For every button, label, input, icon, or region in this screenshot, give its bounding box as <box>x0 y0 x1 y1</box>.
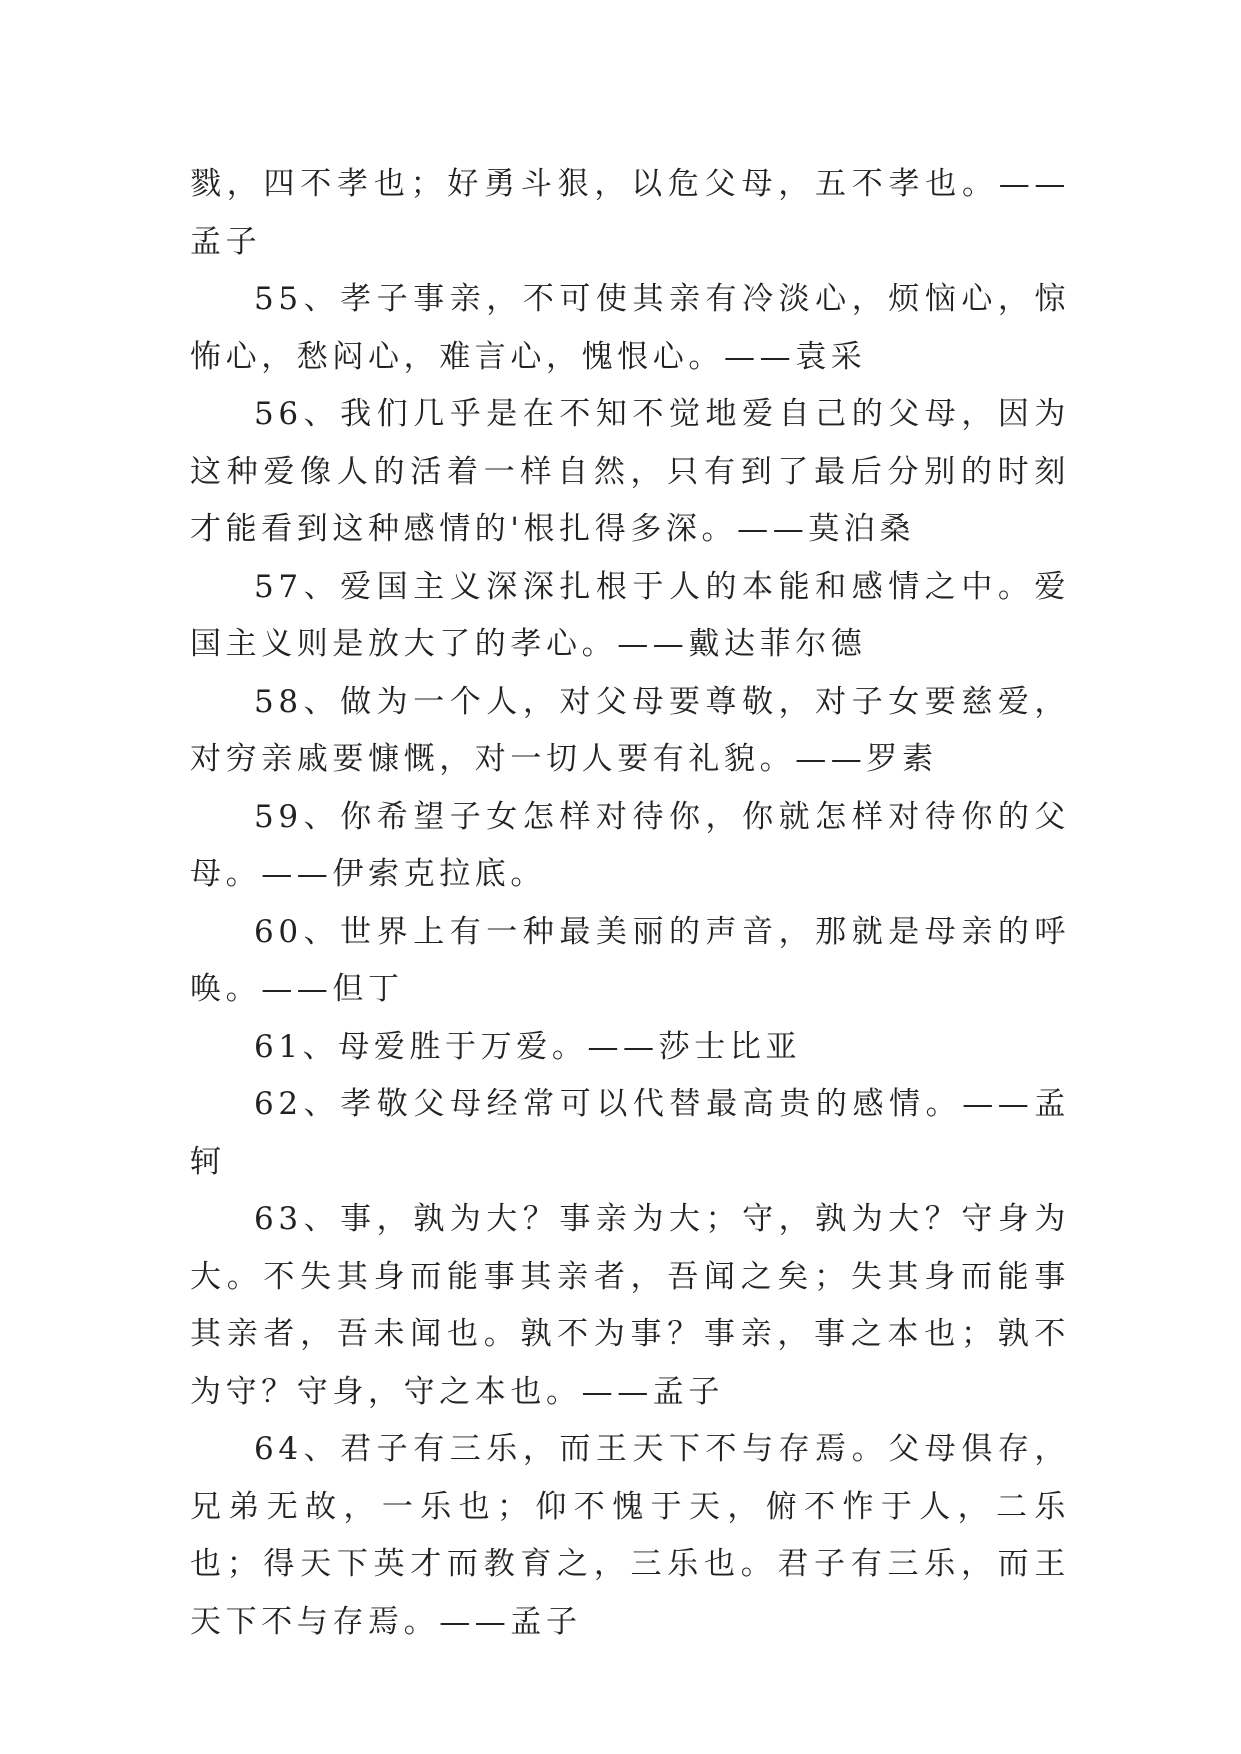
quote-paragraph: 57、爱国主义深深扎根于人的本能和感情之中。爱国主义则是放大了的孝心。——戴达菲尔德 <box>190 568 1070 662</box>
quote-paragraph: 63、事，孰为大？事亲为大；守，孰为大？守身为大。不失其身而能事其亲者，吾闻之矣；失其身而能事其亲者，吾未闻也。孰不为事？事亲，事之本也；孰不为守？守身，守之本也。——孟子 <box>190 1201 1070 1410</box>
quote-paragraph: 55、孝子事亲，不可使其亲有冷淡心，烦恼心，惊怖心，愁闷心，难言心，愧恨心。——袁采 <box>190 281 1070 375</box>
quote-paragraph: 59、你希望子女怎样对待你，你就怎样对待你的父母。——伊索克拉底。 <box>190 798 1070 892</box>
quote-paragraph: 60、世界上有一种最美丽的声音，那就是母亲的呼唤。——但丁 <box>190 913 1070 1007</box>
quote-paragraph: 62、孝敬父母经常可以代替最高贵的感情。——孟轲 <box>190 1086 1070 1180</box>
quote-paragraph: 61、母爱胜于万爱。——莎士比亚 <box>254 1028 802 1065</box>
quote-paragraph: 戮，四不孝也；好勇斗狠，以危父母，五不孝也。——孟子 <box>190 166 1070 260</box>
quote-paragraph: 58、做为一个人，对父母要尊敬，对子女要慈爱，对穷亲戚要慷慨，对一切人要有礼貌。——罗素 <box>190 683 1070 777</box>
quote-paragraph: 56、我们几乎是在不知不觉地爱自己的父母，因为这种爱像人的活着一样自然，只有到了最后分别的时刻才能看到这种感情的'根扎得多深。——莫泊桑 <box>190 396 1070 547</box>
document-body <box>190 156 1070 1651</box>
quote-paragraph: 64、君子有三乐，而王天下不与存焉。父母俱存，兄弟无故，一乐也；仰不愧于天，俯不怍于人，二乐也；得天下英才而教育之，三乐也。君子有三乐，而王天下不与存焉。——孟子 <box>190 1431 1070 1640</box>
